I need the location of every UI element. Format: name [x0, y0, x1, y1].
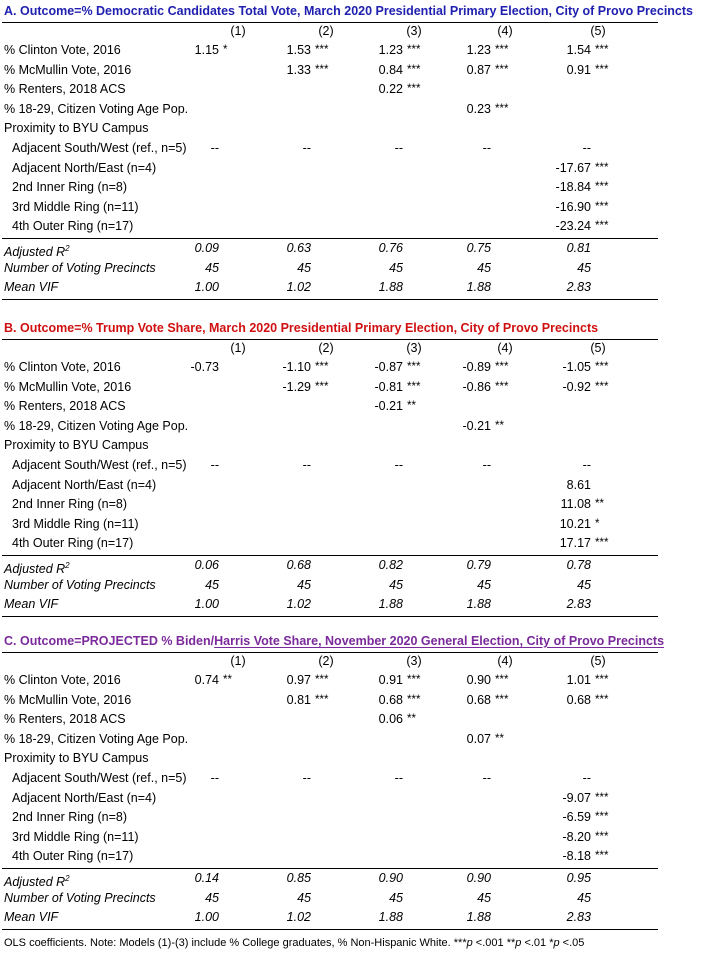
stat-value: 0.06: [194, 558, 219, 572]
significance-stars: ***: [495, 380, 509, 393]
stat-value: 45: [297, 577, 311, 592]
stat-value: 1.02: [286, 280, 311, 295]
coefficient-value: 0.74: [194, 673, 219, 687]
coefficient-value: --: [482, 771, 491, 785]
significance-stars: ***: [407, 63, 421, 76]
row-label: 4th Outer Ring (n=17): [12, 536, 134, 551]
table-row: [0, 80, 720, 99]
row-label: % Renters, 2018 ACS: [4, 399, 126, 414]
coefficient-value: -0.92: [562, 379, 591, 394]
coefficient-value: 0.06: [378, 712, 403, 727]
significance-stars: **: [223, 674, 232, 686]
row-label: 3rd Middle Ring (n=11): [12, 199, 139, 214]
table-row: [0, 397, 720, 416]
coefficient-value: 0.90: [466, 673, 491, 687]
row-label: Proximity to BYU Campus: [4, 438, 149, 453]
stat-value: 1.88: [466, 597, 491, 612]
coefficient-value: 0.68: [466, 692, 491, 707]
panel-title-text: A. Outcome=% Democratic Candidates Total Vote, March 2020 Presidential Primary Election, City of Provo Precincts: [4, 4, 693, 18]
significance-stars: ***: [315, 361, 329, 373]
stat-value: 1.02: [286, 910, 311, 925]
significance-stars: ***: [595, 200, 609, 213]
coefficient-value: --: [394, 141, 403, 155]
column-header: (5): [590, 24, 606, 38]
table-row: [0, 730, 720, 749]
stats-label: [4, 595, 58, 614]
coefficient-value: 0.84: [378, 62, 403, 77]
stat-value: 45: [389, 577, 403, 592]
stat-value: 2.83: [566, 910, 591, 925]
table-row: [0, 436, 720, 455]
stat-value: 0.76: [378, 241, 403, 255]
coefficient-value: 1.23: [378, 43, 403, 57]
stat-value: 1.02: [286, 597, 311, 612]
stat-value: 45: [205, 260, 219, 275]
stats-label-text: Number of Voting Precincts: [4, 577, 156, 592]
coefficient-value: -1.05: [562, 360, 591, 374]
coefficient-value: --: [210, 771, 219, 785]
column-header: (2): [318, 341, 334, 355]
significance-stars: **: [407, 400, 416, 413]
stats-label-text: Adjusted R: [4, 875, 66, 890]
significance-stars: ***: [595, 791, 609, 804]
column-header-row: [0, 652, 720, 671]
significance-stars: ***: [495, 674, 509, 686]
table-row: [0, 691, 720, 710]
significance-stars: ***: [495, 361, 509, 373]
table-row: [0, 61, 720, 80]
panel-title-text: B. Outcome=% Trump Vote Share, March 2020 Presidential Primary Election, City of Provo Precincts: [4, 321, 599, 335]
row-label: Proximity to BYU Campus: [4, 121, 149, 136]
table-panel-c: [0, 633, 720, 933]
stat-value: 2.83: [566, 597, 591, 612]
row-label: Adjacent North/East (n=4): [12, 160, 157, 175]
coefficient-value: 8.61: [566, 477, 591, 492]
coefficient-value: -1.29: [282, 379, 311, 394]
significance-stars: **: [595, 498, 604, 511]
table-row: [0, 808, 720, 827]
significance-stars: ***: [595, 380, 609, 393]
coefficient-value: --: [210, 458, 219, 472]
panel-title: [4, 633, 664, 649]
significance-stars: **: [495, 419, 504, 432]
stat-value: 2.83: [566, 280, 591, 295]
significance-stars: ***: [595, 63, 609, 76]
stat-value: 45: [477, 577, 491, 592]
coefficient-value: -0.81: [374, 379, 403, 394]
table-row: [0, 217, 720, 236]
row-label: Adjacent North/East (n=4): [12, 790, 157, 805]
coefficient-value: -0.86: [462, 379, 491, 394]
superscript: 2: [65, 561, 70, 570]
table-row: [0, 828, 720, 847]
coefficient-value: 0.07: [466, 731, 491, 746]
table-row: [0, 789, 720, 808]
significance-stars: ***: [595, 361, 609, 373]
coefficient-value: -8.20: [562, 829, 591, 844]
table-row: [0, 847, 720, 866]
significance-stars: ***: [495, 102, 509, 115]
stats-label-text: Mean VIF: [4, 280, 59, 295]
row-label: Proximity to BYU Campus: [4, 751, 149, 766]
coefficient-value: -8.18: [562, 849, 591, 864]
table-row: [0, 198, 720, 217]
stats-row: [0, 869, 720, 888]
column-header: (1): [230, 654, 246, 668]
footnote-text: OLS coefficients. Note: Models (1)-(3) include % College graduates, % Non-Hispanic White. ***: [4, 937, 467, 949]
stat-value: 0.90: [378, 871, 403, 885]
coefficient-value: 0.91: [378, 673, 403, 687]
table-row: [0, 159, 720, 178]
coefficient-value: 0.91: [566, 62, 591, 77]
coefficient-value: 10.21: [559, 516, 591, 531]
coefficient-value: -0.89: [462, 360, 491, 374]
table-panel-b: [0, 320, 720, 620]
coefficient-value: 1.15: [194, 43, 219, 57]
coefficient-value: 1.53: [286, 43, 311, 57]
stats-label-text: Adjusted R: [4, 562, 66, 577]
coefficient-value: -0.87: [374, 360, 403, 374]
coefficient-value: -16.90: [555, 199, 591, 214]
significance-stars: ***: [595, 830, 609, 843]
superscript: 2: [65, 244, 70, 253]
column-header: (4): [497, 24, 513, 38]
row-label: Adjacent South/West (ref., n=5): [12, 141, 187, 155]
coefficient-value: --: [302, 141, 311, 155]
stats-label: [4, 576, 156, 595]
stat-value: 0.82: [378, 558, 403, 572]
coefficient-value: -23.24: [555, 219, 591, 234]
bottom-rule: [2, 929, 658, 930]
significance-stars: ***: [595, 220, 609, 233]
column-header: (2): [318, 24, 334, 38]
table-row: [0, 358, 720, 377]
significance-stars: **: [495, 732, 504, 745]
coefficient-value: 0.22: [378, 82, 403, 97]
significance-stars: ***: [595, 850, 609, 863]
significance-stars: ***: [315, 63, 329, 76]
coefficient-value: 0.68: [566, 692, 591, 707]
panel-title-underlined-text: Harris Vote Share, November 2020 General Election, City of Provo Precincts: [214, 634, 665, 648]
stat-value: 0.14: [194, 871, 219, 885]
table-row: [0, 139, 720, 158]
table-row: [0, 495, 720, 514]
row-label: 2nd Inner Ring (n=8): [12, 810, 128, 825]
table-row: [0, 417, 720, 436]
stat-value: 1.88: [378, 910, 403, 925]
row-label: Adjacent South/West (ref., n=5): [12, 771, 187, 785]
column-header: (5): [590, 341, 606, 355]
coefficient-value: --: [302, 458, 311, 472]
column-header-row: [0, 339, 720, 358]
significance-stars: ***: [495, 44, 509, 56]
significance-stars: ***: [595, 674, 609, 686]
stat-value: 45: [297, 890, 311, 905]
stat-value: 1.88: [466, 280, 491, 295]
significance-stars: ***: [315, 693, 329, 706]
row-label: % Clinton Vote, 2016: [4, 360, 121, 374]
coefficient-value: -6.59: [562, 810, 591, 825]
stats-row: [0, 259, 720, 278]
stat-value: 0.85: [286, 871, 311, 885]
stat-value: 45: [297, 260, 311, 275]
coefficient-value: 1.23: [466, 43, 491, 57]
stat-value: 0.09: [194, 241, 219, 255]
coefficient-value: 1.33: [286, 62, 311, 77]
row-label: % McMullin Vote, 2016: [4, 692, 132, 707]
coefficient-value: --: [582, 771, 591, 785]
stats-label-text: Number of Voting Precincts: [4, 260, 156, 275]
panel-title: [4, 3, 693, 19]
coefficient-value: --: [394, 458, 403, 472]
table-row: [0, 710, 720, 729]
row-label: % Renters, 2018 ACS: [4, 712, 126, 727]
stats-label: [4, 278, 58, 297]
stats-label-text: Adjusted R: [4, 245, 66, 260]
significance-stars: ***: [595, 693, 609, 706]
bottom-rule: [2, 616, 658, 617]
stat-value: 45: [389, 260, 403, 275]
row-label: 3rd Middle Ring (n=11): [12, 516, 139, 531]
coefficient-value: -17.67: [555, 160, 591, 175]
stats-label-text: Mean VIF: [4, 910, 59, 925]
stats-row: [0, 278, 720, 297]
column-header: (2): [318, 654, 334, 668]
significance-stars: ***: [595, 44, 609, 56]
stat-value: 45: [577, 577, 591, 592]
table-row: [0, 534, 720, 553]
stat-value: 0.81: [566, 241, 591, 255]
stats-label: [4, 259, 156, 278]
significance-stars: *: [595, 517, 600, 530]
stat-value: 45: [205, 890, 219, 905]
table-row: [0, 476, 720, 495]
significance-stars: ***: [407, 693, 421, 706]
coefficient-value: 0.23: [466, 101, 491, 116]
table-row: [0, 378, 720, 397]
stat-value: 45: [205, 577, 219, 592]
stats-label: [4, 889, 156, 908]
coefficient-value: 0.87: [466, 62, 491, 77]
column-header: (1): [230, 341, 246, 355]
coefficient-value: 1.01: [566, 673, 591, 687]
panel-title-text: C. Outcome=PROJECTED % Biden/: [4, 634, 215, 648]
significance-stars: ***: [315, 380, 329, 393]
significance-stars: ***: [315, 44, 329, 56]
row-label: % 18-29, Citizen Voting Age Pop.: [4, 731, 189, 746]
stats-row: [0, 556, 720, 575]
significance-stars: ***: [315, 674, 329, 686]
panel-title: [4, 320, 598, 336]
stat-value: 45: [477, 890, 491, 905]
column-header: (3): [406, 24, 422, 38]
stat-value: 0.78: [566, 558, 591, 572]
row-label: Adjacent South/West (ref., n=5): [12, 458, 187, 472]
column-header: (4): [497, 341, 513, 355]
significance-stars: **: [407, 713, 416, 726]
stat-value: 0.95: [566, 871, 591, 885]
row-label: % McMullin Vote, 2016: [4, 62, 132, 77]
table-row: [0, 119, 720, 138]
stat-value: 0.79: [466, 558, 491, 572]
stat-value: 0.68: [286, 558, 311, 572]
row-label: % McMullin Vote, 2016: [4, 379, 132, 394]
stat-value: 0.75: [466, 241, 491, 255]
stat-value: 1.00: [194, 597, 219, 612]
coefficient-value: --: [302, 771, 311, 785]
significance-stars: ***: [595, 811, 609, 824]
stat-value: 1.88: [378, 597, 403, 612]
table-row: [0, 100, 720, 119]
significance-stars: ***: [595, 537, 609, 550]
coefficient-value: 1.54: [566, 43, 591, 57]
stat-value: 1.00: [194, 280, 219, 295]
stats-row: [0, 239, 720, 258]
stat-value: 0.63: [286, 241, 311, 255]
coefficient-value: --: [482, 458, 491, 472]
column-header: (3): [406, 341, 422, 355]
row-label: % 18-29, Citizen Voting Age Pop.: [4, 418, 189, 433]
coefficient-value: 0.68: [378, 692, 403, 707]
table-row: [0, 671, 720, 690]
significance-stars: *: [223, 44, 228, 56]
coefficient-value: 11.08: [560, 497, 591, 512]
coefficient-value: --: [482, 141, 491, 155]
table-panel-a: [0, 3, 720, 303]
stats-label-text: Mean VIF: [4, 597, 59, 612]
significance-stars: ***: [495, 63, 509, 76]
table-row: [0, 41, 720, 60]
superscript: 2: [65, 874, 70, 883]
stat-value: 1.88: [378, 280, 403, 295]
coefficient-value: --: [210, 141, 219, 155]
bottom-rule: [2, 299, 658, 300]
row-label: % Clinton Vote, 2016: [4, 673, 121, 687]
coefficient-value: -0.73: [190, 360, 219, 374]
stats-row: [0, 889, 720, 908]
stat-value: 1.00: [194, 910, 219, 925]
table-row: [0, 749, 720, 768]
coefficient-value: -1.10: [282, 360, 311, 374]
row-label: Adjacent North/East (n=4): [12, 477, 157, 492]
significance-stars: ***: [407, 380, 421, 393]
stat-value: 45: [389, 890, 403, 905]
coefficient-value: 17.17: [559, 536, 591, 551]
coefficient-value: 0.97: [286, 673, 311, 687]
table-row: [0, 515, 720, 534]
coefficient-value: --: [582, 458, 591, 472]
coefficient-value: --: [582, 141, 591, 155]
significance-stars: ***: [595, 181, 609, 194]
table-row: [0, 456, 720, 475]
stat-value: 45: [577, 890, 591, 905]
column-header: (3): [406, 654, 422, 668]
coefficient-value: --: [394, 771, 403, 785]
row-label: % 18-29, Citizen Voting Age Pop.: [4, 101, 189, 116]
column-header: (1): [230, 24, 246, 38]
row-label: 3rd Middle Ring (n=11): [12, 829, 139, 844]
column-header: (4): [497, 654, 513, 668]
coefficient-value: -18.84: [555, 180, 591, 195]
row-label: 4th Outer Ring (n=17): [12, 849, 134, 864]
table-footnote: OLS coefficients. Note: Models (1)-(3) include % College graduates, % Non-Hispanic White. ***p <.001 **p <.01 *p <.05: [4, 937, 585, 949]
significance-stars: ***: [595, 161, 609, 174]
column-header: (5): [590, 654, 606, 668]
coefficient-value: -9.07: [562, 790, 591, 805]
coefficient-value: -0.21: [374, 399, 403, 414]
significance-stars: ***: [407, 674, 421, 686]
table-row: [0, 769, 720, 788]
stats-label: [4, 908, 58, 927]
row-label: % Clinton Vote, 2016: [4, 43, 121, 57]
stats-row: [0, 595, 720, 614]
row-label: % Renters, 2018 ACS: [4, 82, 126, 97]
significance-stars: ***: [407, 83, 421, 96]
stat-value: 0.90: [466, 871, 491, 885]
stats-row: [0, 576, 720, 595]
coefficient-value: 0.81: [286, 692, 311, 707]
stats-row: [0, 908, 720, 927]
stat-value: 45: [577, 260, 591, 275]
stat-value: 45: [477, 260, 491, 275]
stats-label-text: Number of Voting Precincts: [4, 890, 156, 905]
table-row: [0, 178, 720, 197]
significance-stars: ***: [407, 361, 421, 373]
row-label: 4th Outer Ring (n=17): [12, 219, 134, 234]
column-header-row: [0, 22, 720, 41]
coefficient-value: -0.21: [462, 418, 491, 433]
significance-stars: ***: [495, 693, 509, 706]
stat-value: 1.88: [466, 910, 491, 925]
row-label: 2nd Inner Ring (n=8): [12, 497, 128, 512]
row-label: 2nd Inner Ring (n=8): [12, 180, 128, 195]
significance-stars: ***: [407, 44, 421, 56]
